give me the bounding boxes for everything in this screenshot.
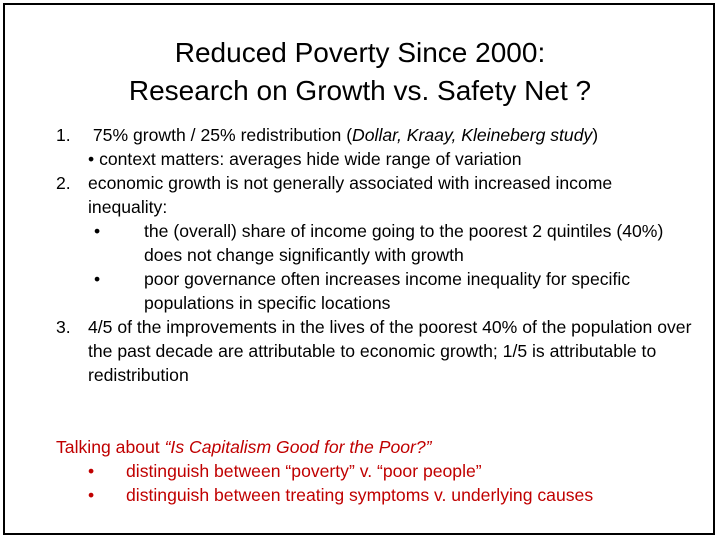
bullet-icon: •: [94, 221, 101, 241]
talking-bullet-text: distinguish between treating symptoms v. underlying causes: [126, 485, 594, 505]
list-item-1: [56, 123, 696, 171]
item-number: 1.: [56, 125, 71, 145]
paren-open: (: [346, 125, 353, 145]
bullet-icon: •: [94, 269, 101, 289]
numbered-list: [56, 123, 696, 387]
sub-bullet: [88, 267, 696, 315]
item-number: 3.: [56, 317, 71, 337]
talking-intro: Talking about: [56, 437, 165, 457]
talking-bullet-text: distinguish between “poverty” v. “poor people”: [126, 461, 482, 481]
sub-bullet: [88, 147, 696, 171]
talking-bullet: [56, 483, 706, 507]
paren-close: ): [592, 125, 599, 145]
bullet-icon: •: [88, 461, 95, 481]
list-item-2: [56, 171, 696, 315]
sub-bullet-text: context matters: averages hide wide range of variation: [99, 149, 522, 169]
talking-bullet: [56, 459, 706, 483]
talking-heading: [56, 435, 706, 459]
sub-bullet-text: poor governance often increases income inequality for specific populations in specific locations: [144, 269, 631, 313]
talking-about-section: [56, 435, 706, 507]
title-line-1: Reduced Poverty Since 2000:: [174, 37, 546, 68]
slide-title: [0, 34, 720, 110]
item-text: 4/5 of the improvements in the lives of the poorest 40% of the population over the past decade are attributable to economic growth; 1/5 is attributable to redistribution: [88, 317, 692, 385]
citation: Dollar, Kraay, Kleineberg study: [352, 125, 593, 145]
bullet-icon: •: [88, 149, 95, 169]
title-line-2: Research on Growth vs. Safety Net ?: [128, 75, 592, 106]
item-text: economic growth is not generally associated with increased income inequality:: [88, 173, 613, 217]
list-item-3: [56, 315, 696, 387]
item-number: 2.: [56, 173, 71, 193]
item-text: 75% growth / 25% redistribution: [92, 125, 342, 145]
sub-bullet: [88, 219, 696, 267]
talking-quote: “Is Capitalism Good for the Poor?”: [164, 437, 432, 457]
bullet-icon: •: [88, 485, 95, 505]
sub-bullet-text: the (overall) share of income going to the poorest 2 quintiles (40%) does not change significantly with growth: [144, 221, 664, 265]
